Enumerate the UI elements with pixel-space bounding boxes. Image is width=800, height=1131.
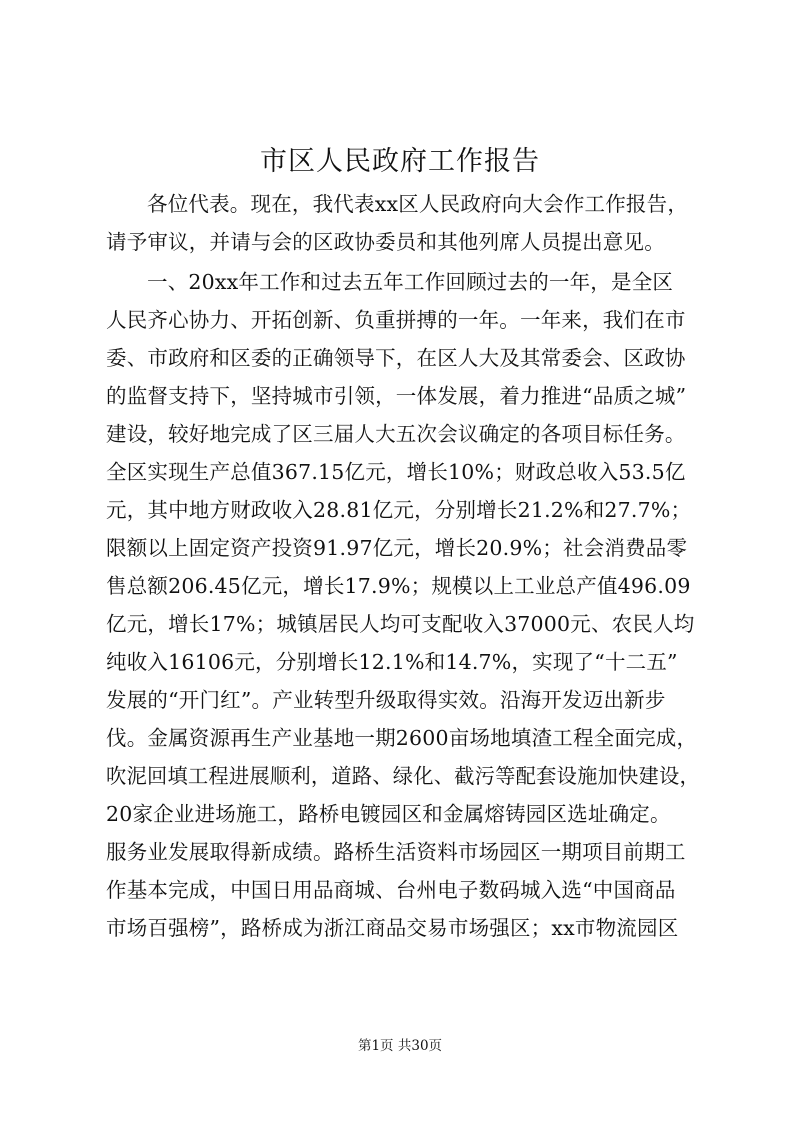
body-line: 发展的“开门红”。产业转型升级取得实效。沿海开发迈出新步 [106, 688, 666, 712]
body-line: 售总额206.45亿元，增长17.9%；规模以上工业总产值496.09 [106, 574, 691, 598]
page-footer: 第1页 共30页 [357, 1038, 443, 1054]
body-line: 委、市政府和区委的正确领导下，在区人大及其常委会、区政协 [106, 346, 686, 370]
body-line: 服务业发展取得新成绩。路桥生活资料市场园区一期项目前期工 [106, 840, 686, 864]
document-title: 市区人民政府工作报告 [260, 146, 540, 177]
body-line: 亿元，增长17%；城镇居民人均可支配收入37000元、农民人均 [106, 612, 695, 636]
body-line: 的监督支持下，坚持城市引领，一体发展，着力推进“品质之城” [106, 384, 687, 408]
body-line: 各位代表。现在，我代表xx区人民政府向大会作工作报告， [147, 192, 689, 216]
body-line: 限额以上固定资产投资91.97亿元，增长20.9%；社会消费品零 [106, 536, 688, 560]
body-line: 请予审议，并请与会的区政协委员和其他列席人员提出意见。 [106, 230, 665, 254]
body-line: 一、20xx年工作和过去五年工作回顾过去的一年，是全区 [147, 270, 674, 294]
body-line: 元，其中地方财政收入28.81亿元，分别增长21.2%和27.7%； [106, 498, 692, 522]
body-line: 吹泥回填工程进展顺利，道路、绿化、截污等配套设施加快建设， [106, 764, 700, 788]
body-line: 纯收入16106元，分别增长12.1%和14.7%，实现了“十二五” [106, 650, 678, 674]
body-line: 人民齐心协力、开拓创新、负重拼搏的一年。一年来，我们在市 [106, 308, 686, 332]
body-line: 20家企业进场施工，路桥电镀园区和金属熔铸园区选址确定。 [106, 802, 671, 826]
body-line: 建设，较好地完成了区三届人大五次会议确定的各项目标任务。 [106, 422, 686, 446]
body-line: 伐。金属资源再生产业基地一期2600亩场地填渣工程全面完成， [106, 726, 698, 750]
body-line: 作基本完成，中国日用品商城、台州电子数码城入选“中国商品 [106, 878, 676, 902]
body-line: 市场百强榜”，路桥成为浙江商品交易市场强区；xx市物流园区 [106, 916, 679, 940]
body-line: 全区实现生产总值367.15亿元，增长10%；财政总收入53.5亿 [106, 460, 686, 484]
